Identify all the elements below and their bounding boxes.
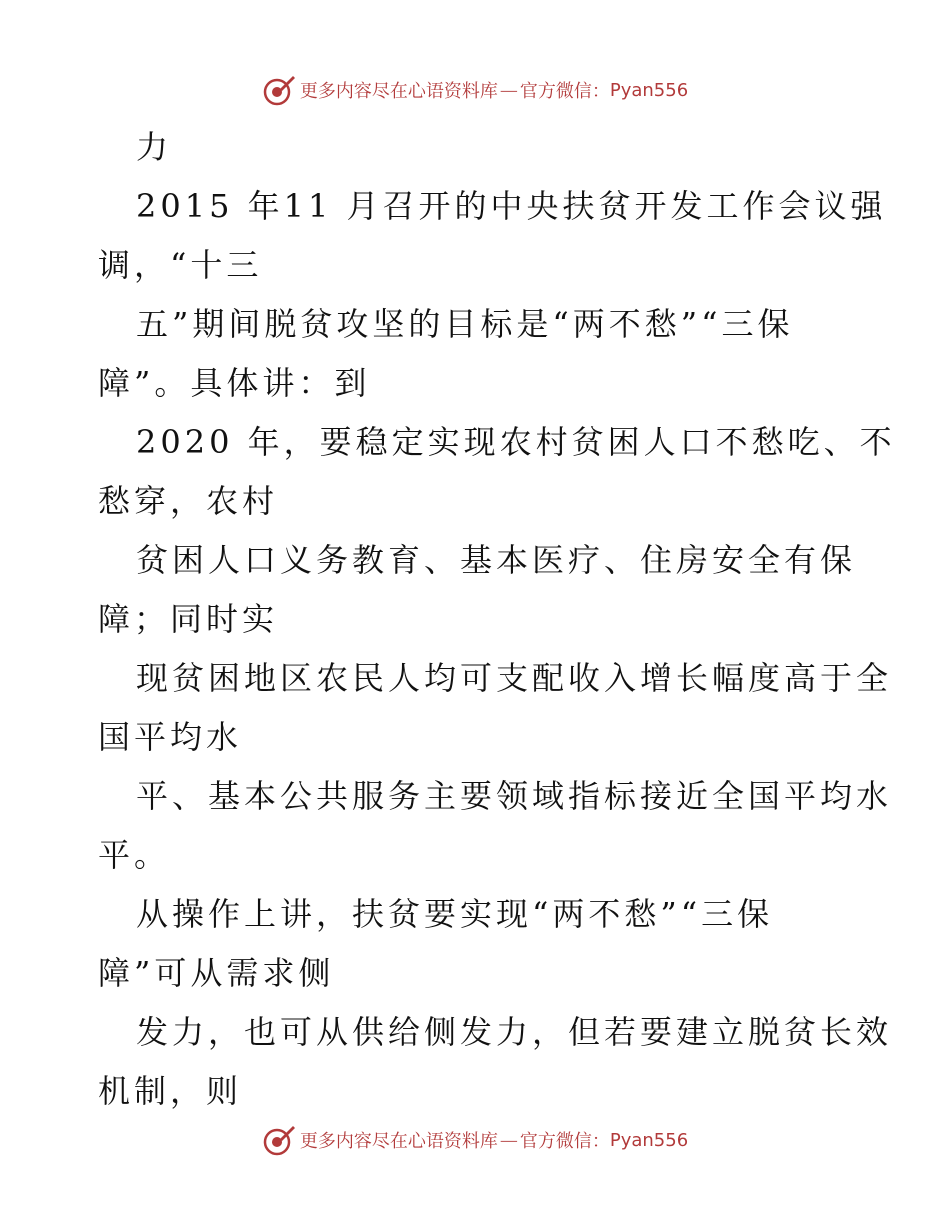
text-line: 发力，也可从供给侧发力，但若要建立脱贫长效 [136, 1013, 893, 1051]
watermark-separator: — [499, 1129, 518, 1151]
watermark-text: 更多内容尽在心语资料库 [299, 1131, 498, 1152]
text-line: 力 [136, 128, 173, 166]
header-watermark [0, 70, 950, 110]
text-line: 调，“十三 [98, 246, 263, 284]
document-body [98, 118, 896, 1121]
text-line: 2020 年，要稳定实现农村贫困人口不愁吃、不 [136, 423, 896, 461]
text-line: 障”可从需求侧 [98, 954, 335, 992]
wechat-id: Pyan556 [609, 79, 689, 101]
text-line: 五”期间脱贫攻坚的目标是“两不愁”“三保 [136, 305, 794, 343]
text-line: 现贫困地区农民人均可支配收入增长幅度高于全 [136, 659, 893, 697]
text-line: 障；同时实 [98, 600, 279, 638]
text-line: 贫困人口义务教育、基本医疗、住房安全有保 [136, 541, 857, 579]
text-line: 机制，则 [98, 1072, 243, 1110]
text-line: 障”。具体讲：到 [98, 364, 371, 402]
pen-logo-icon [262, 73, 296, 107]
wechat-label: 官方微信： [519, 81, 610, 102]
footer-watermark [0, 1120, 950, 1160]
text-line: 从操作上讲，扶贫要实现“两不愁”“三保 [136, 895, 774, 933]
watermark-separator: — [499, 79, 518, 101]
wechat-id: Pyan556 [609, 1129, 689, 1151]
text-line: 愁穿，农村 [98, 482, 279, 520]
text-line: 国平均水 [98, 718, 243, 756]
text-line: 2015 年11 月召开的中央扶贫开发工作会议强 [136, 187, 887, 225]
text-line: 平、基本公共服务主要领域指标接近全国平均水 [136, 777, 893, 815]
pen-logo-icon [262, 1123, 296, 1157]
watermark-text: 更多内容尽在心语资料库 [299, 81, 498, 102]
text-line: 平。 [98, 836, 171, 874]
wechat-label: 官方微信： [519, 1131, 610, 1152]
